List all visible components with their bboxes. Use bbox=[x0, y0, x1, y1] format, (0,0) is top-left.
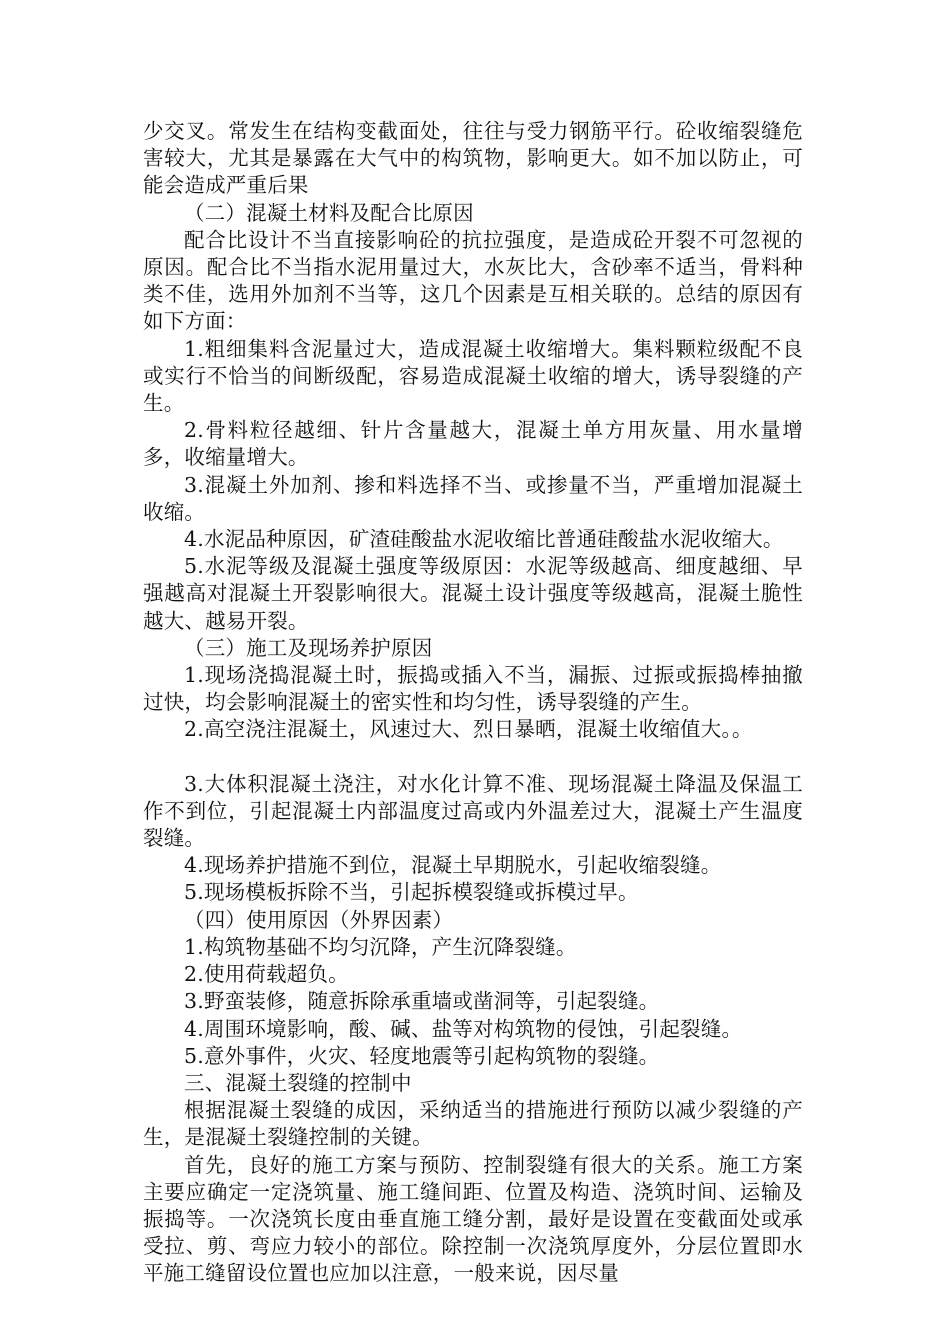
list-item: 1.现场浇捣混凝土时，振捣或插入不当，漏振、过振或振捣棒抽撤过快，均会影响混凝土的密实性和均匀性，诱导裂缝的产生。 bbox=[143, 663, 803, 715]
document-body bbox=[143, 118, 803, 1288]
section-heading: 三、混凝土裂缝的控制中 bbox=[184, 1070, 412, 1095]
paragraph: 根据混凝土裂缝的成因，采纳适当的措施进行预防以减少裂缝的产生，是混凝土裂缝控制的关键。 bbox=[143, 1098, 803, 1150]
paragraph: 少交叉。常发生在结构变截面处，往往与受力钢筋平行。砼收缩裂缝危害较大，尤其是暴露在大气中的构筑物，影响更大。如不加以防止，可能会造成严重后果 bbox=[143, 119, 803, 198]
list-item: 2.使用荷载超负。 bbox=[184, 962, 349, 987]
list-item: 4.水泥品种原因，矿渣硅酸盐水泥收缩比普通硅酸盐水泥收缩大。 bbox=[184, 527, 784, 552]
list-item: 4.现场养护措施不到位，混凝土早期脱水，引起收缩裂缝。 bbox=[184, 853, 722, 878]
list-item: 3.大体积混凝土浇注，对水化计算不准、现场混凝土降温及保温工作不到位，引起混凝土内部温度过高或内外温差过大，混凝土产生温度裂缝。 bbox=[143, 771, 803, 851]
list-item: 3.混凝土外加剂、掺和料选择不当、或掺量不当，严重增加混凝土收缩。 bbox=[143, 472, 803, 524]
section-heading: （四）使用原因（外界因素） bbox=[184, 907, 454, 932]
paragraph: 配合比设计不当直接影响砼的抗拉强度，是造成砼开裂不可忽视的原因。配合比不当指水泥用量过大，水灰比大，含砂率不适当，骨料种类不佳，选用外加剂不当等，这几个因素是互相关联的。总结的原因有如下方面： bbox=[143, 227, 803, 334]
list-item: 2.骨料粒径越细、针片含量越大，混凝土单方用灰量、用水量增多，收缩量增大。 bbox=[143, 418, 803, 470]
list-item: 2.高空浇注混凝土，风速过大、烈日暴晒，混凝土收缩值大。。 bbox=[184, 717, 753, 742]
section-heading: （三）施工及现场养护原因 bbox=[184, 635, 433, 660]
list-item: 5.现场模板拆除不当，引起拆模裂缝或拆模过早。 bbox=[184, 880, 639, 905]
list-item: 1.粗细集料含泥量过大，造成混凝土收缩增大。集料颗粒级配不良或实行不恰当的间断级配，容易造成混凝土收缩的增大，诱导裂缝的产生。 bbox=[143, 336, 803, 416]
list-item: 5.意外事件，火灾、轻度地震等引起构筑物的裂缝。 bbox=[184, 1043, 660, 1068]
list-item: 3.野蛮装修，随意拆除承重墙或凿洞等，引起裂缝。 bbox=[184, 989, 660, 1014]
list-item: 4.周围环境影响，酸、碱、盐等对构筑物的侵蚀，引起裂缝。 bbox=[184, 1016, 743, 1041]
list-item: 5.水泥等级及混凝土强度等级原因：水泥等级越高、细度越细、早强越高对混凝土开裂影响很大。混凝土设计强度等级越高，混凝土脆性越大、越易开裂。 bbox=[143, 554, 803, 633]
section-heading: （二）混凝土材料及配合比原因 bbox=[184, 200, 474, 225]
paragraph: 首先，良好的施工方案与预防、控制裂缝有很大的关系。施工方案主要应确定一定浇筑量、施工缝间距、位置及构造、浇筑时间、运输及振捣等。一次浇筑长度由垂直施工缝分割，最好是设置在变截面处或承受拉、剪、弯应力较小的部位。除控制一次浇筑厚度外，分层位置即水平施工缝留设位置也应加以注意，一般来说，因尽量 bbox=[143, 1152, 803, 1286]
list-item: 1.构筑物基础不均匀沉降，产生沉降裂缝。 bbox=[184, 934, 577, 959]
